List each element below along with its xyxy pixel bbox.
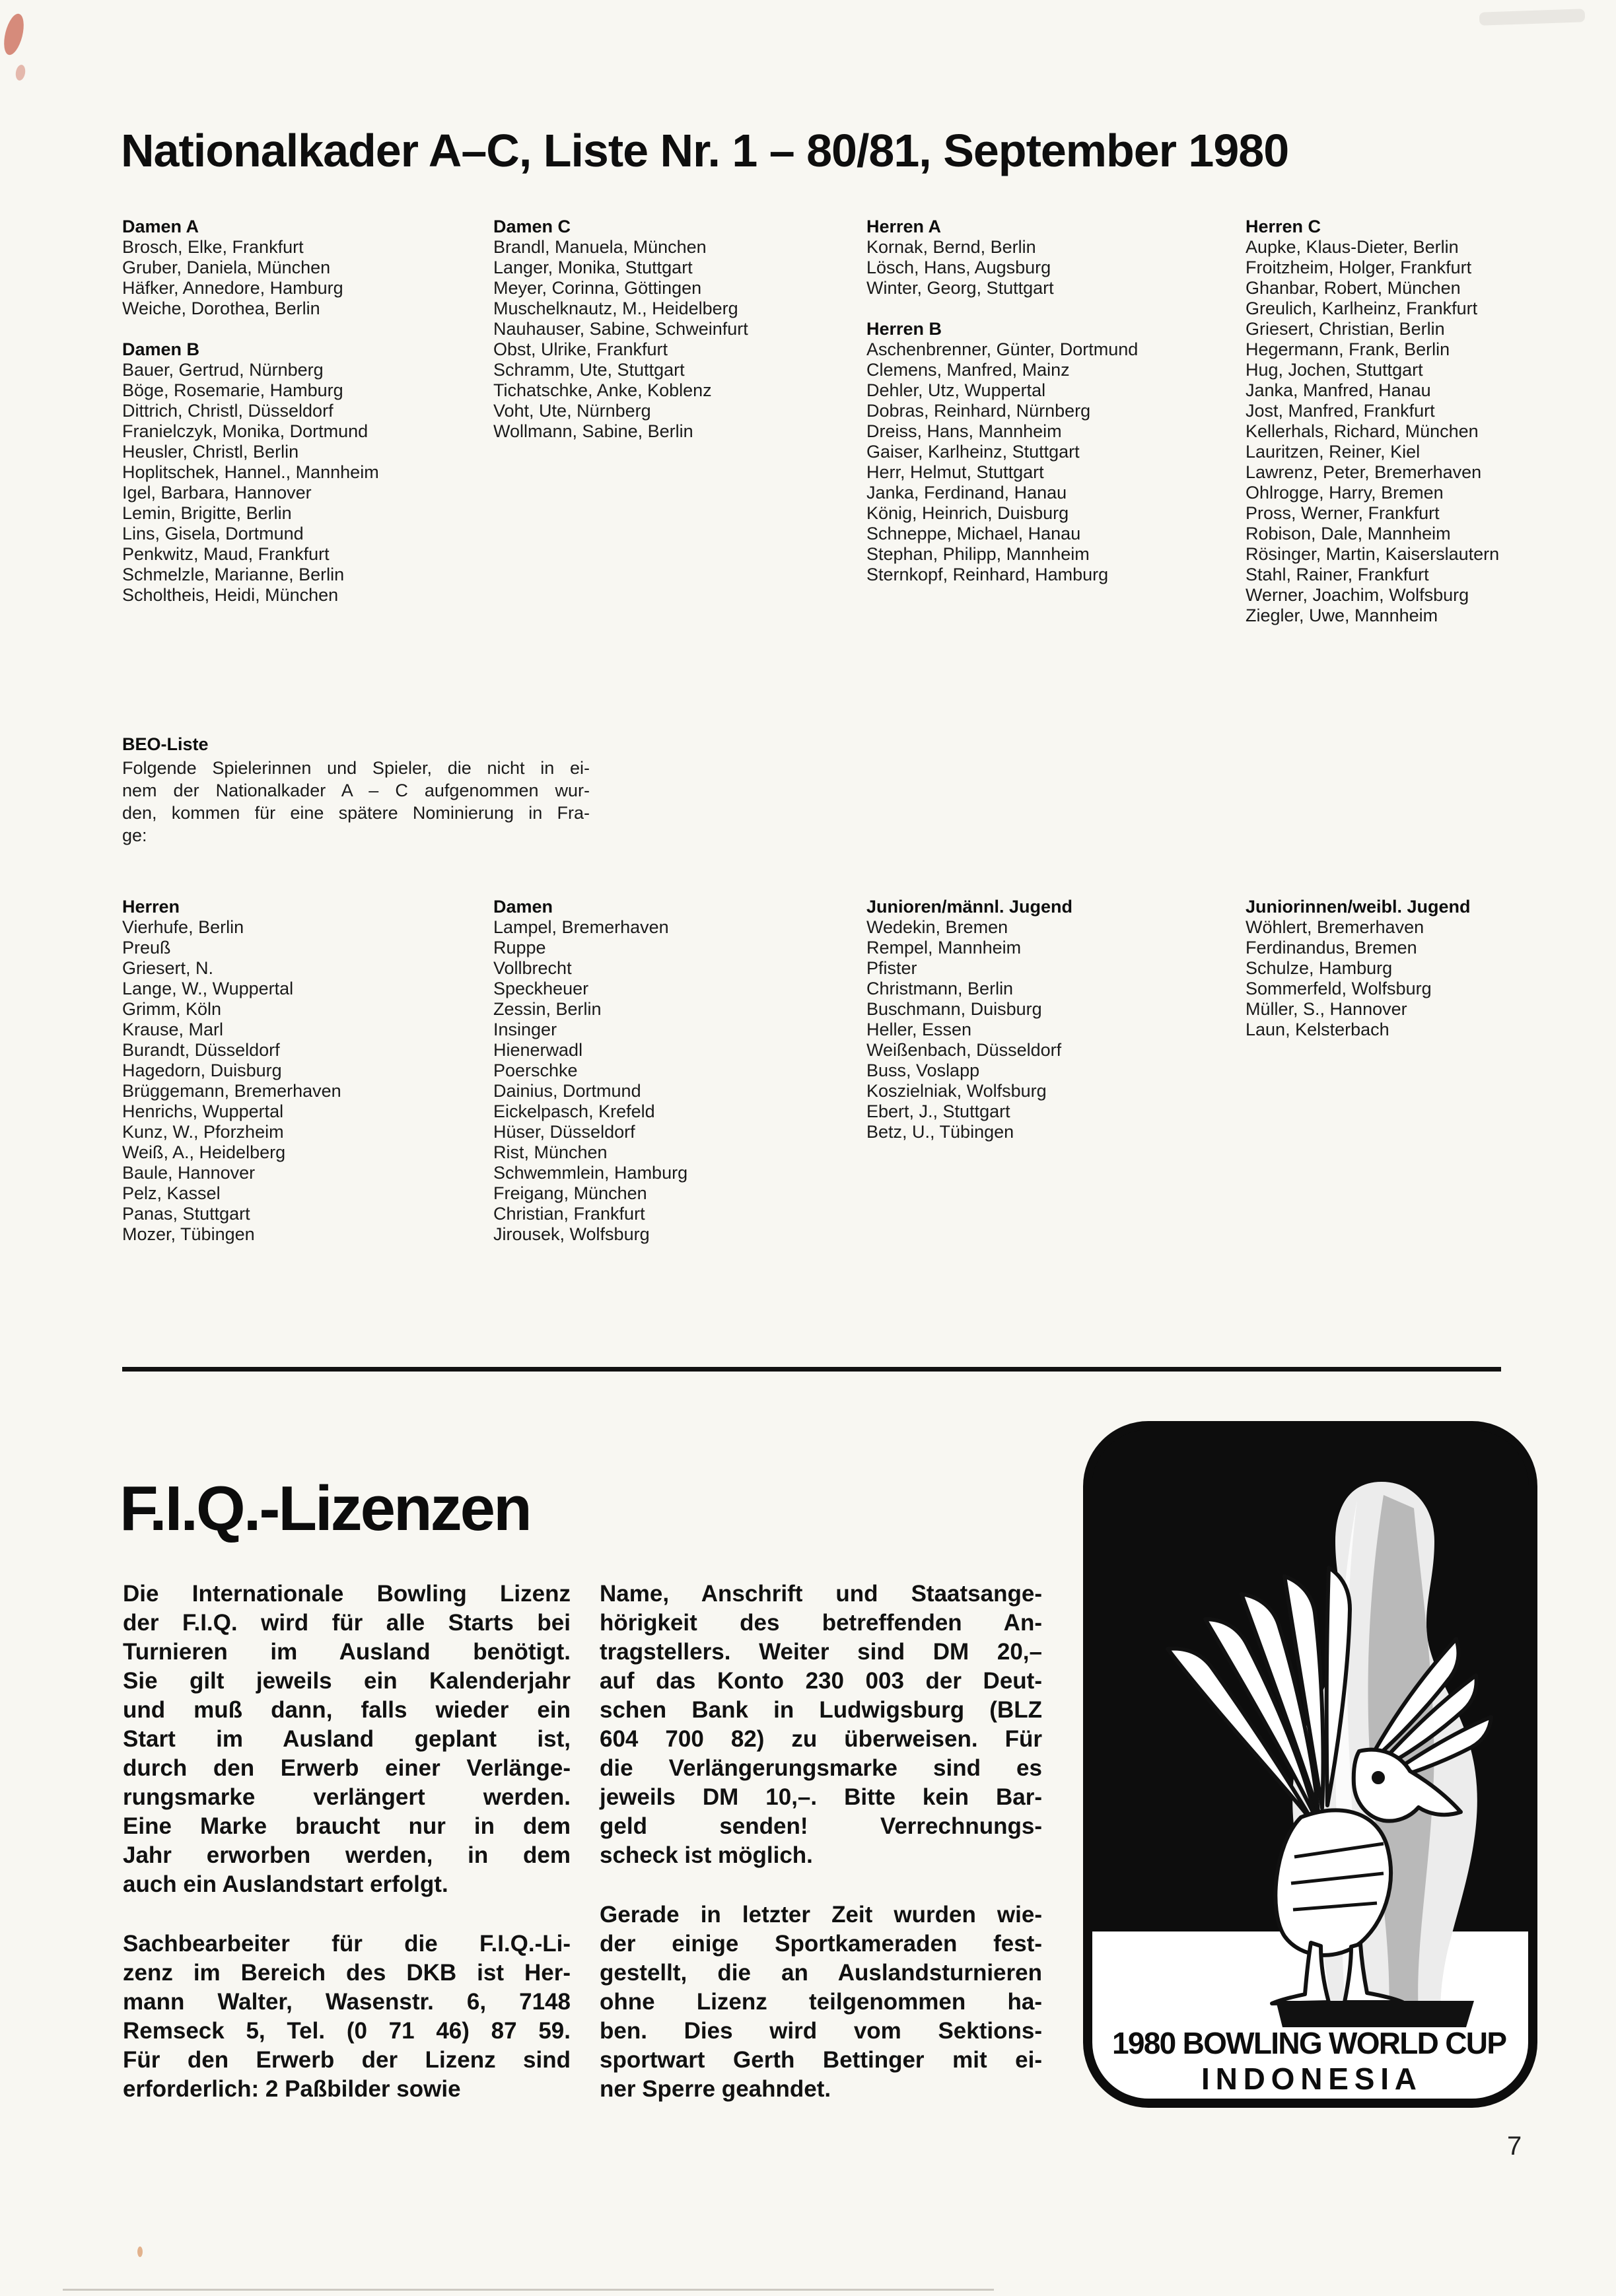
text-line: die Verlängerungsmarke sind es [600,1755,1042,1781]
player-name: Griesert, Christian, Berlin [1246,319,1445,339]
player-name: Wedekin, Bremen [866,917,1008,937]
player-name: Robison, Dale, Mannheim [1246,524,1451,543]
player-name: Speckheuer [493,979,589,998]
player-name: Schulze, Hamburg [1246,958,1393,978]
beo-liste-header: BEO-Liste [122,734,209,754]
player-name: Kornak, Bernd, Berlin [866,237,1036,257]
player-name: Häfker, Annedore, Hamburg [122,278,343,298]
page-number: 7 [1507,2132,1522,2161]
player-name: Werner, Joachim, Wolfsburg [1246,585,1469,605]
player-name: Lange, W., Wuppertal [122,979,294,998]
player-name: Sternkopf, Reinhard, Hamburg [866,565,1109,584]
text-line: und muß dann, falls wieder ein [123,1697,571,1723]
player-name: Dreiss, Hans, Mannheim [866,421,1062,441]
list-group-header: Herren C [1246,217,1321,236]
player-name: Meyer, Corinna, Göttingen [493,278,702,298]
list-group-header: Damen [493,897,553,917]
player-name: Lawrenz, Peter, Bremerhaven [1246,462,1482,482]
player-name: Gaiser, Karlheinz, Stuttgart [866,442,1080,462]
list-group-header: Herren B [866,319,942,339]
text-line: Turnieren im Ausland benötigt. [123,1639,571,1665]
player-name: Grimm, Köln [122,999,222,1019]
player-name: Henrichs, Wuppertal [122,1101,284,1121]
player-name: Froitzheim, Holger, Frankfurt [1246,258,1472,277]
player-list-group [122,217,482,319]
bowling-world-cup-logo-art [1083,1421,1537,2108]
text-line: 604 700 82) zu überweisen. Für [600,1726,1042,1752]
player-name: Greulich, Karlheinz, Frankfurt [1246,298,1478,318]
text-line: Remseck 5, Tel. (0 71 46) 87 59. [123,2018,571,2044]
player-name: Hüser, Düsseldorf [493,1122,635,1142]
player-name: Bauer, Gertrud, Nürnberg [122,360,324,380]
player-name: Nauhauser, Sabine, Schweinfurt [493,319,748,339]
player-name: Langer, Monika, Stuttgart [493,258,693,277]
text-line: ner Sperre geahndet. [600,2076,831,2102]
list-group-header: Damen A [122,217,199,236]
player-name: Franielczyk, Monika, Dortmund [122,421,369,441]
fiq-paragraph [123,1580,571,1899]
text-line: Eine Marke braucht nur in dem [123,1813,571,1839]
player-name: Herr, Helmut, Stuttgart [866,462,1044,482]
player-name: Kellerhals, Richard, München [1246,421,1479,441]
player-name: Ghanbar, Robert, München [1246,278,1461,298]
text-line: Gerade in letzter Zeit wurden wie- [600,1902,1042,1928]
player-name: Böge, Rosemarie, Hamburg [122,380,343,400]
text-line: Die Internationale Bowling Lizenz [123,1581,571,1607]
player-name: Muschelknautz, M., Heidelberg [493,298,738,318]
logo-text-line2: INDONESIA [1201,2062,1419,2096]
section-divider-rule [122,1367,1501,1372]
player-name: Krause, Marl [122,1020,224,1039]
text-line: Name, Anschrift und Staatsange- [600,1581,1042,1607]
player-name: Hienerwadl [493,1040,583,1060]
player-name: Stephan, Philipp, Mannheim [866,544,1090,564]
player-name: Ohlrogge, Harry, Bremen [1246,483,1444,503]
player-list-group [122,339,482,606]
list-group-header: Damen B [122,339,200,359]
player-list-group [866,217,1226,298]
player-name: Schmelzle, Marianne, Berlin [122,565,345,584]
player-name: Penkwitz, Maud, Frankfurt [122,544,330,564]
player-name: Obst, Ulrike, Frankfurt [493,339,668,359]
player-name: Gruber, Daniela, München [122,258,331,277]
player-name: Hegermann, Frank, Berlin [1246,339,1450,359]
text-line: Folgende Spielerinnen und Spieler, die nicht in ei- [122,758,590,778]
player-name: Pross, Werner, Frankfurt [1246,503,1440,523]
player-name: Wollmann, Sabine, Berlin [493,421,693,441]
player-name: Rempel, Mannheim [866,938,1022,957]
player-name: Griesert, N. [122,958,214,978]
beo-liste-block [122,733,590,847]
player-name: Brüggemann, Bremerhaven [122,1081,341,1101]
player-name: Brosch, Elke, Frankfurt [122,237,304,257]
fiq-paragraph [123,1930,571,2104]
fiq-text-column-2 [600,1580,1042,2104]
player-name: Lampel, Bremerhaven [493,917,669,937]
player-name: Weiß, A., Heidelberg [122,1142,286,1162]
list-group-header: Herren [122,897,180,917]
player-name: Ruppe [493,938,546,957]
player-name: Poerschke [493,1061,578,1080]
fiq-paragraph [600,1900,1042,2104]
player-list-group [866,897,1226,1142]
player-name: Heusler, Christl, Berlin [122,442,299,462]
player-name: Voht, Ute, Nürnberg [493,401,651,421]
player-name: Stahl, Rainer, Frankfurt [1246,565,1429,584]
text-line: geld senden! Verrechnungs- [600,1813,1042,1839]
player-name: Schneppe, Michael, Hanau [866,524,1081,543]
list-group-header: Junioren/männl. Jugend [866,897,1073,917]
scan-edge-line [63,2289,994,2291]
player-name: Preuß [122,938,171,957]
player-name: Eickelpasch, Krefeld [493,1101,655,1121]
text-line: durch den Erwerb einer Verlänge- [123,1755,571,1781]
player-name: Pfister [866,958,917,978]
player-name: Ziegler, Uwe, Mannheim [1246,606,1438,625]
kader-column-herren-c [1246,217,1605,626]
player-name: Buss, Voslapp [866,1061,980,1080]
player-list-group [493,217,853,442]
beo-column-damen [493,897,853,1245]
player-name: Kunz, W., Pforzheim [122,1122,284,1142]
player-name: Laun, Kelsterbach [1246,1020,1389,1039]
text-line: sportwart Gerth Bettinger mit ei- [600,2047,1042,2073]
page-title: Nationalkader A–C, Liste Nr. 1 – 80/81, September 1980 [121,125,1289,176]
player-name: Wöhlert, Bremerhaven [1246,917,1424,937]
text-line: nem der Nationalkader A – C aufgenommen wur- [122,781,590,800]
player-list-group [493,897,853,1245]
list-group-header: Juniorinnen/weibl. Jugend [1246,897,1471,917]
player-name: Dittrich, Christl, Düsseldorf [122,401,334,421]
player-name: Schwemmlein, Hamburg [493,1163,688,1183]
player-name: Ebert, J., Stuttgart [866,1101,1010,1121]
text-line: tragstellers. Weiter sind DM 20,– [600,1639,1042,1665]
player-name: Weiche, Dorothea, Berlin [122,298,320,318]
text-line: hörigkeit des betreffenden An- [600,1610,1042,1636]
player-name: Pelz, Kassel [122,1183,221,1203]
text-line: der einige Sportkameraden fest- [600,1931,1042,1957]
player-name: Lauritzen, Reiner, Kiel [1246,442,1421,462]
text-line: zenz im Bereich des DKB ist Her- [123,1960,571,1986]
scan-smudge [1,12,28,57]
fiq-paragraph [600,1580,1042,1870]
text-line: den, kommen für eine spätere Nominierung in Fra- [122,803,590,823]
player-name: Hoplitschek, Hannel., Mannheim [122,462,379,482]
beo-liste-intro [122,757,590,847]
player-name: Janka, Manfred, Hanau [1246,380,1431,400]
text-line: jeweils DM 10,–. Bitte kein Bar- [600,1784,1042,1810]
fiq-text-column-1 [123,1580,571,2104]
player-name: Christian, Frankfurt [493,1204,645,1224]
player-name: Burandt, Düsseldorf [122,1040,280,1060]
text-line: mann Walter, Wasenstr. 6, 7148 [123,1989,571,2015]
player-name: Vierhufe, Berlin [122,917,244,937]
beo-column-herren [122,897,482,1245]
player-name: Tichatschke, Anke, Koblenz [493,380,712,400]
player-name: Dainius, Dortmund [493,1081,641,1101]
text-line: ohne Lizenz teilgenommen ha- [600,1989,1042,2015]
list-group-header: Herren A [866,217,942,236]
player-name: Dobras, Reinhard, Nürnberg [866,401,1091,421]
text-line: auch ein Auslandstart erfolgt. [123,1871,448,1897]
player-name: König, Heinrich, Duisburg [866,503,1069,523]
player-name: Winter, Georg, Stuttgart [866,278,1054,298]
player-name: Buschmann, Duisburg [866,999,1042,1019]
bowling-world-cup-logo [1083,1421,1537,2108]
fiq-article-title: F.I.Q.-Lizenzen [120,1473,530,1544]
beo-column-junioren [866,897,1226,1142]
text-line: scheck ist möglich. [600,1842,813,1868]
scan-smudge [137,2246,143,2257]
player-name: Janka, Ferdinand, Hanau [866,483,1067,503]
player-name: Christmann, Berlin [866,979,1014,998]
player-name: Baule, Hannover [122,1163,256,1183]
text-line: Sie gilt jeweils ein Kalenderjahr [123,1668,571,1694]
player-name: Sommerfeld, Wolfsburg [1246,979,1432,998]
text-line: Jahr erworben werden, in dem [123,1842,571,1868]
player-name: Aupke, Klaus-Dieter, Berlin [1246,237,1459,257]
text-line: Start im Ausland geplant ist, [123,1726,571,1752]
text-line: ben. Dies wird vom Sektions- [600,2018,1042,2044]
player-name: Mozer, Tübingen [122,1224,255,1244]
player-name: Insinger [493,1020,557,1039]
player-list-group [1246,217,1605,626]
player-name: Schramm, Ute, Stuttgart [493,360,685,380]
logo-text-line1: 1980 BOWLING WORLD CUP [1112,2026,1508,2060]
player-name: Hagedorn, Duisburg [122,1061,282,1080]
player-name: Weißenbach, Düsseldorf [866,1040,1062,1060]
player-name: Dehler, Utz, Wuppertal [866,380,1046,400]
player-name: Igel, Barbara, Hannover [122,483,312,503]
beo-column-juniorinnen [1246,897,1605,1040]
player-name: Koszielniak, Wolfsburg [866,1081,1047,1101]
player-name: Müller, S., Hannover [1246,999,1407,1019]
kader-column-herren-ab [866,217,1226,585]
text-line: Für den Erwerb der Lizenz sind [123,2047,571,2073]
player-name: Zessin, Berlin [493,999,602,1019]
player-name: Vollbrecht [493,958,572,978]
text-line: ge: [122,825,147,845]
text-line: rungsmarke verlängert werden. [123,1784,571,1810]
player-name: Jost, Manfred, Frankfurt [1246,401,1435,421]
player-name: Rist, München [493,1142,608,1162]
text-line: gestellt, die an Auslandsturnieren [600,1960,1042,1986]
player-name: Ferdinandus, Bremen [1246,938,1417,957]
player-name: Hug, Jochen, Stuttgart [1246,360,1423,380]
text-line: Sachbearbeiter für die F.I.Q.-Li- [123,1931,571,1957]
player-name: Heller, Essen [866,1020,972,1039]
player-name: Jirousek, Wolfsburg [493,1224,650,1244]
text-line: schen Bank in Ludwigsburg (BLZ [600,1697,1042,1723]
player-list-group [1246,897,1605,1040]
player-name: Panas, Stuttgart [122,1204,250,1224]
scan-smudge [1479,9,1586,26]
text-line: auf das Konto 230 003 der Deut- [600,1668,1042,1694]
player-name: Aschenbrenner, Günter, Dortmund [866,339,1139,359]
list-group-header: Damen C [493,217,571,236]
player-name: Clemens, Manfred, Mainz [866,360,1070,380]
player-name: Lösch, Hans, Augsburg [866,258,1051,277]
player-list-group [122,897,482,1245]
kader-column-damen-c [493,217,853,442]
player-list-group [866,319,1226,585]
player-name: Betz, U., Tübingen [866,1122,1014,1142]
text-line: der F.I.Q. wird für alle Starts bei [123,1610,571,1636]
text-line: erforderlich: 2 Paßbilder sowie [123,2076,461,2102]
player-name: Lins, Gisela, Dortmund [122,524,304,543]
player-name: Scholtheis, Heidi, München [122,585,339,605]
player-name: Brandl, Manuela, München [493,237,707,257]
player-name: Freigang, München [493,1183,647,1203]
kader-column-damen-ab [122,217,482,606]
player-name: Lemin, Brigitte, Berlin [122,503,292,523]
scan-smudge [15,64,26,81]
player-name: Rösinger, Martin, Kaiserslautern [1246,544,1500,564]
